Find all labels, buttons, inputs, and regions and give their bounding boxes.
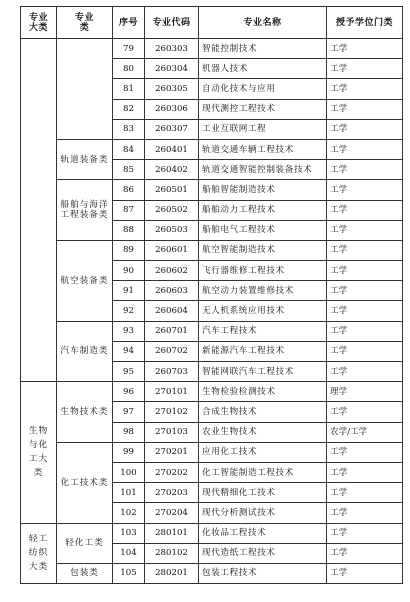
category-cell: 轻化工类: [57, 523, 113, 563]
major-name-cell: 汽车工程技术: [199, 321, 327, 341]
major-name-cell: 机器人技术: [199, 59, 327, 79]
seq-cell: 103: [113, 523, 145, 543]
seq-cell: 81: [113, 79, 145, 99]
header-code: 专业代码: [145, 7, 199, 39]
degree-cell: 工学: [327, 39, 403, 59]
code-cell: 270201: [145, 442, 199, 462]
header-broad-category: 专业 大类: [21, 7, 57, 39]
degree-cell: 工学: [327, 281, 403, 301]
major-catalog-page: [20, 6, 402, 584]
broad-category-cell: 轻工纺织大类: [21, 523, 57, 584]
major-name-cell: 化妆品工程技术: [199, 523, 327, 543]
degree-cell: 工学: [327, 301, 403, 321]
table-row: [21, 240, 403, 260]
seq-cell: 90: [113, 261, 145, 281]
table-row: [21, 442, 403, 462]
seq-cell: 102: [113, 503, 145, 523]
major-name-cell: 农业生物技术: [199, 422, 327, 442]
table-body: [21, 39, 403, 584]
header-seq: 序号: [113, 7, 145, 39]
seq-cell: 97: [113, 402, 145, 422]
seq-cell: 95: [113, 362, 145, 382]
major-name-cell: 船舶电气工程技术: [199, 220, 327, 240]
seq-cell: 85: [113, 160, 145, 180]
seq-cell: 96: [113, 382, 145, 402]
degree-cell: 工学: [327, 180, 403, 200]
category-cell: [57, 39, 113, 140]
seq-cell: 99: [113, 442, 145, 462]
code-cell: 260702: [145, 341, 199, 361]
degree-cell: 工学: [327, 503, 403, 523]
major-name-cell: 现代造纸工程技术: [199, 543, 327, 563]
degree-cell: 工学: [327, 462, 403, 482]
category-cell: 轨道装备类: [57, 139, 113, 179]
code-cell: 270101: [145, 382, 199, 402]
code-cell: 260601: [145, 240, 199, 260]
major-name-cell: 现代精细化工技术: [199, 483, 327, 503]
code-cell: 270204: [145, 503, 199, 523]
category-cell: 汽车制造类: [57, 321, 113, 382]
code-cell: 260402: [145, 160, 199, 180]
major-name-cell: 智能控制技术: [199, 39, 327, 59]
code-cell: 260401: [145, 139, 199, 159]
seq-cell: 100: [113, 462, 145, 482]
seq-cell: 80: [113, 59, 145, 79]
code-cell: 260501: [145, 180, 199, 200]
table-header-row: [21, 7, 403, 39]
seq-cell: 83: [113, 119, 145, 139]
major-name-cell: 新能源汽车工程技术: [199, 341, 327, 361]
seq-cell: 86: [113, 180, 145, 200]
degree-cell: 工学: [327, 362, 403, 382]
seq-cell: 93: [113, 321, 145, 341]
code-cell: 270203: [145, 483, 199, 503]
degree-cell: 工学: [327, 442, 403, 462]
degree-cell: 工学: [327, 139, 403, 159]
code-cell: 260503: [145, 220, 199, 240]
seq-cell: 82: [113, 99, 145, 119]
major-name-cell: 船舶智能制造技术: [199, 180, 327, 200]
degree-cell: 工学: [327, 79, 403, 99]
seq-cell: 79: [113, 39, 145, 59]
degree-cell: 工学: [327, 59, 403, 79]
major-name-cell: 轨道交通车辆工程技术: [199, 139, 327, 159]
seq-cell: 91: [113, 281, 145, 301]
degree-cell: 工学: [327, 523, 403, 543]
degree-cell: 工学: [327, 200, 403, 220]
seq-cell: 101: [113, 483, 145, 503]
table-row: [21, 382, 403, 402]
degree-cell: 工学: [327, 483, 403, 503]
code-cell: 280102: [145, 543, 199, 563]
major-name-cell: 化工智能制造工程技术: [199, 462, 327, 482]
seq-cell: 84: [113, 139, 145, 159]
major-catalog-table: [20, 6, 403, 584]
seq-cell: 104: [113, 543, 145, 563]
degree-cell: 工学: [327, 240, 403, 260]
code-cell: 260603: [145, 281, 199, 301]
table-row: [21, 563, 403, 583]
major-name-cell: 智能网联汽车工程技术: [199, 362, 327, 382]
category-cell: 生物技术类: [57, 382, 113, 443]
major-name-cell: 无人机系统应用技术: [199, 301, 327, 321]
code-cell: 280101: [145, 523, 199, 543]
code-cell: 280201: [145, 563, 199, 583]
header-category: 专业 类: [57, 7, 113, 39]
header-degree: 授予学位门类: [327, 7, 403, 39]
seq-cell: 94: [113, 341, 145, 361]
major-name-cell: 飞行器维修工程技术: [199, 261, 327, 281]
major-name-cell: 应用化工技术: [199, 442, 327, 462]
code-cell: 260303: [145, 39, 199, 59]
major-name-cell: 现代测控工程技术: [199, 99, 327, 119]
major-name-cell: 航空智能制造技术: [199, 240, 327, 260]
broad-category-cell: [21, 39, 57, 382]
category-cell: 船舶与海洋工程装备类: [57, 180, 113, 241]
degree-cell: 工学: [327, 543, 403, 563]
degree-cell: 工学: [327, 99, 403, 119]
degree-cell: 工学: [327, 341, 403, 361]
degree-cell: 农学/工学: [327, 422, 403, 442]
major-name-cell: 船舶动力工程技术: [199, 200, 327, 220]
code-cell: 260602: [145, 261, 199, 281]
degree-cell: 工学: [327, 402, 403, 422]
major-name-cell: 现代分析测试技术: [199, 503, 327, 523]
code-cell: 270103: [145, 422, 199, 442]
seq-cell: 89: [113, 240, 145, 260]
seq-cell: 88: [113, 220, 145, 240]
table-row: [21, 139, 403, 159]
broad-category-cell: 生物与化工大类: [21, 382, 57, 523]
code-cell: 270202: [145, 462, 199, 482]
degree-cell: 工学: [327, 261, 403, 281]
seq-cell: 105: [113, 563, 145, 583]
major-name-cell: 包装工程技术: [199, 563, 327, 583]
header-name: 专业名称: [199, 7, 327, 39]
code-cell: 260306: [145, 99, 199, 119]
major-name-cell: 航空动力装置维修技术: [199, 281, 327, 301]
major-name-cell: 自动化技术与应用: [199, 79, 327, 99]
degree-cell: 工学: [327, 563, 403, 583]
seq-cell: 98: [113, 422, 145, 442]
code-cell: 260305: [145, 79, 199, 99]
major-name-cell: 合成生物技术: [199, 402, 327, 422]
major-name-cell: 轨道交通智能控制装备技术: [199, 160, 327, 180]
code-cell: 260703: [145, 362, 199, 382]
code-cell: 260502: [145, 200, 199, 220]
code-cell: 270102: [145, 402, 199, 422]
degree-cell: 工学: [327, 220, 403, 240]
major-name-cell: 生物检验检测技术: [199, 382, 327, 402]
seq-cell: 92: [113, 301, 145, 321]
degree-cell: 理学: [327, 382, 403, 402]
seq-cell: 87: [113, 200, 145, 220]
table-row: [21, 39, 403, 59]
category-cell: 化工技术类: [57, 442, 113, 523]
category-cell: 包装类: [57, 563, 113, 583]
table-row: [21, 523, 403, 543]
degree-cell: 工学: [327, 160, 403, 180]
degree-cell: 工学: [327, 119, 403, 139]
degree-cell: 工学: [327, 321, 403, 341]
major-name-cell: 工业互联网工程: [199, 119, 327, 139]
table-row: [21, 321, 403, 341]
category-cell: 航空装备类: [57, 240, 113, 321]
code-cell: 260304: [145, 59, 199, 79]
code-cell: 260307: [145, 119, 199, 139]
table-row: [21, 180, 403, 200]
code-cell: 260701: [145, 321, 199, 341]
code-cell: 260604: [145, 301, 199, 321]
